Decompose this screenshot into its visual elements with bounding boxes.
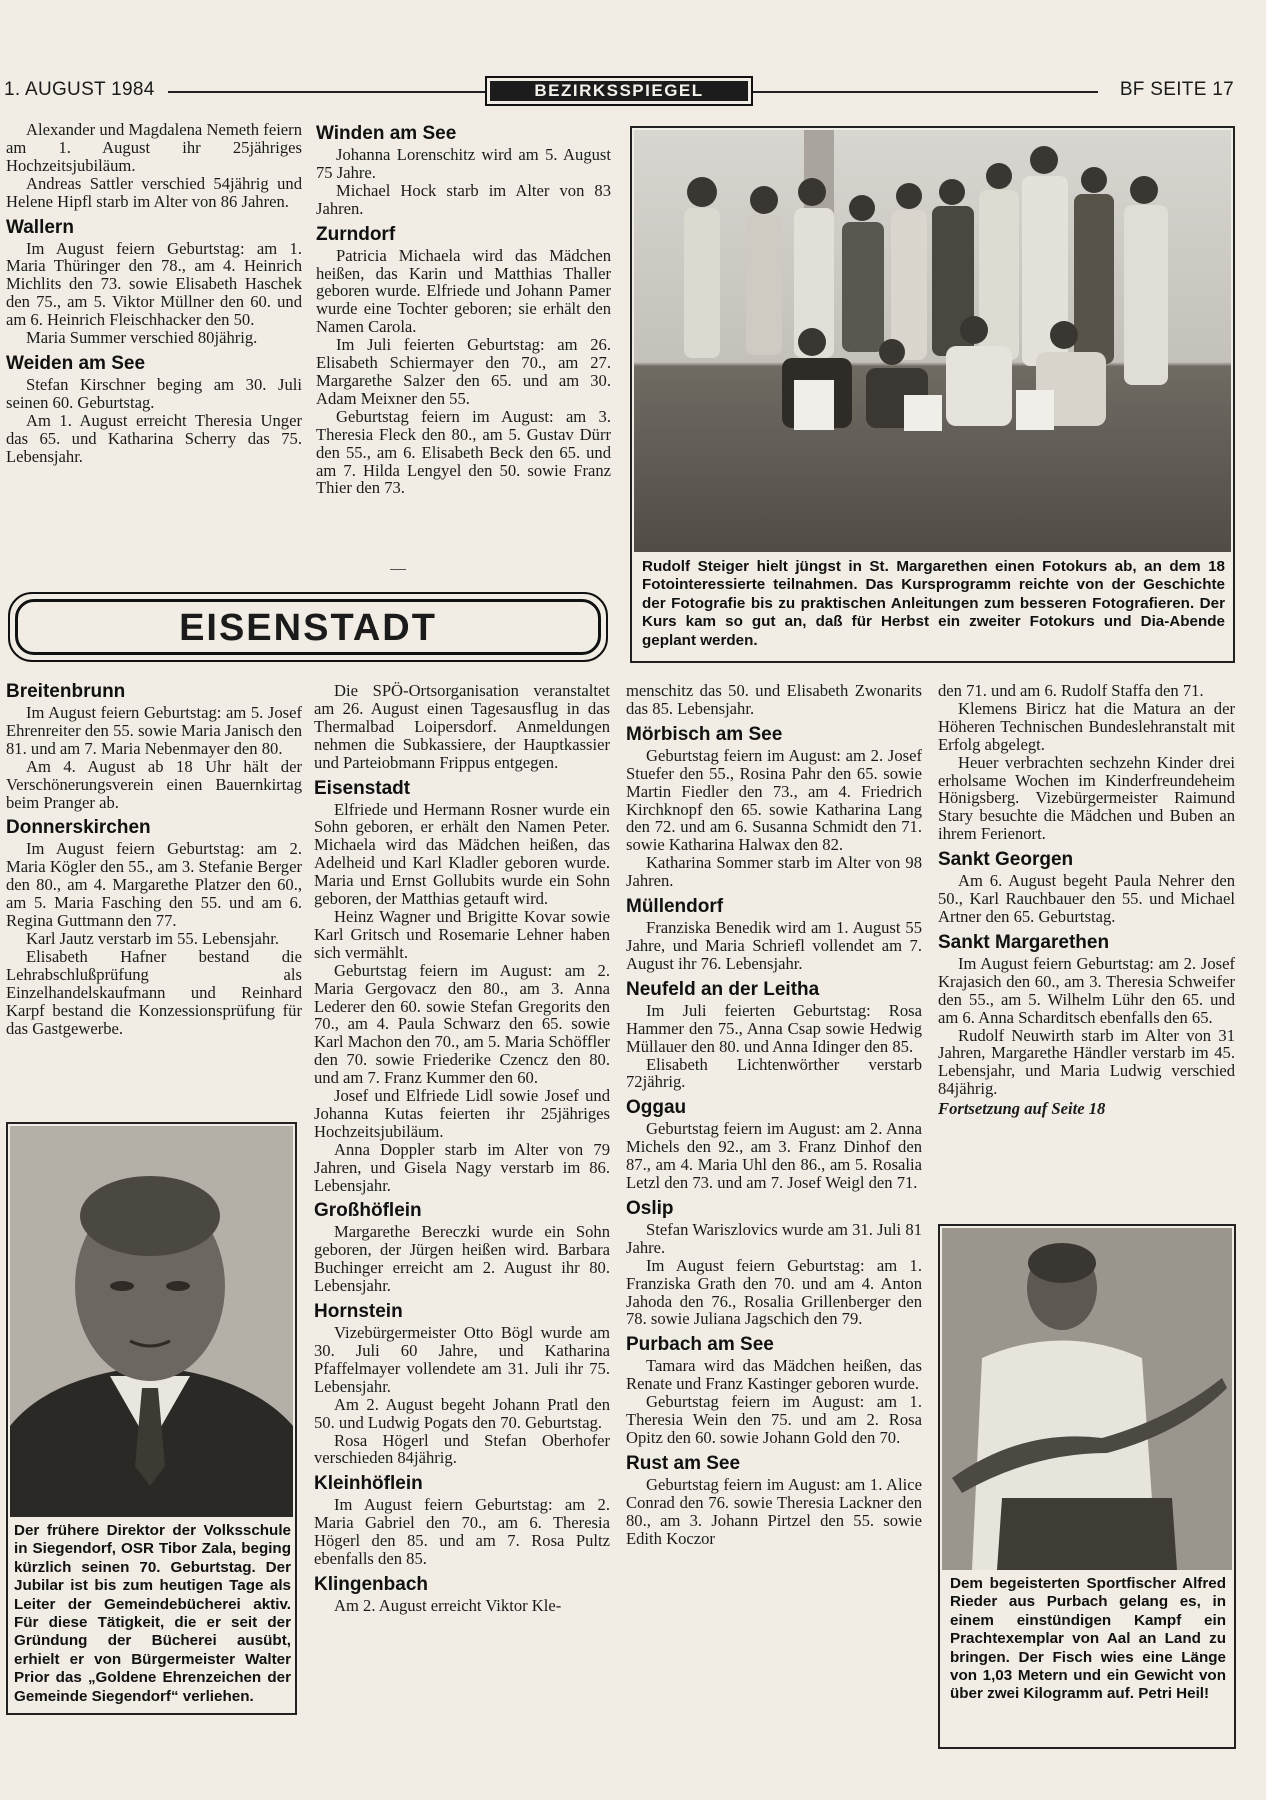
article-paragraph: den 71. und am 6. Rudolf Staffa den 71. bbox=[938, 681, 1204, 700]
section-heading: Sankt Margarethen bbox=[938, 931, 1110, 953]
region-banner-title: EISENSTADT bbox=[15, 599, 601, 655]
group-photo-caption: Rudolf Steiger hielt jüngst in St. Margarethen einen Fotokurs ab, an dem 18 Fotointeressierte teilnahmen. Das Kursprogramm reichte von der Geschichte der Fotografie bis zu praktischen Anleitungen zum besseren Fotografieren. Der Kurs kam so gut an, daß für Herbst ein zweiter Fotokurs und Dia-Abende geplant werden. bbox=[642, 558, 1225, 649]
section-heading: Mörbisch am See bbox=[626, 723, 783, 745]
section-heading: Purbach am See bbox=[626, 1334, 774, 1356]
article-paragraph: Anna Doppler starb im Alter von 79 Jahren, und Gisela Nagy verstarb im 86. Lebensjahr. bbox=[314, 1139, 610, 1195]
article-paragraph: Im August feiern Geburtstag: am 2. Josef Krajasich den 60., am 3. Theresia Schweifer den 55., am 5. Wilhelm Lühr den 65. und am 6. Anna Scharditsch ebenfalls den 65. bbox=[938, 953, 1235, 1027]
article-paragraph: Alexander und Magdalena Nemeth feiern am 1. August ihr 25jähriges Hochzeitsjubiläum. bbox=[6, 120, 302, 175]
article-paragraph: Stefan Kirschner beging am 30. Juli seinen 60. Geburtstag. bbox=[6, 374, 302, 412]
article-paragraph: Am 6. August begeht Paula Nehrer den 50., Karl Rauchbauer den 55. und Michael Artner den 65. Geburtstag. bbox=[938, 871, 1235, 926]
article-paragraph: Heinz Wagner und Brigitte Kovar sowie Karl Gritsch und Rosemarie Lehner haben sich vermählt. bbox=[314, 906, 610, 962]
portrait-photo-box bbox=[6, 1122, 297, 1715]
section-heading: Breitenbrunn bbox=[6, 681, 126, 702]
section-label-box bbox=[485, 76, 753, 106]
article-paragraph: Katharina Sommer starb im Alter von 98 Jahren. bbox=[626, 853, 922, 891]
article-paragraph: Heuer verbrachten sechzehn Kinder drei erholsame Wochen im Kinderfreundeheim Hönigsberg. Vizebürgermeister Raimund Stary besuchte die Mädchen und Buben an ihrem Ferienort. bbox=[938, 752, 1235, 844]
article-paragraph: Tamara wird das Mädchen heißen, das Renate und Franz Kastinger geboren wurde. bbox=[626, 1356, 922, 1394]
article-paragraph: Geburtstag feiern im August: am 3. Theresia Fleck den 80., am 5. Gustav Dürr den 55., am 6. Elisabeth Beck den 65. und am 7. Hilda Lengyel den 50. sowie Franz Thier den 73. bbox=[316, 406, 611, 498]
section-heading: Winden am See bbox=[316, 123, 457, 144]
article-paragraph: Maria Summer verschied 80jährig. bbox=[26, 328, 258, 348]
column-end-mark bbox=[390, 569, 406, 570]
column-top-2 bbox=[316, 122, 611, 497]
article-paragraph: Im August feiern Geburtstag: am 2. Maria Kögler den 55., am 3. Stefanie Berger den 80., am 4. Margarethe Platzer den 60., am 5. Maria Fasching den 55. und am 6. Regina Guttmann den 77. bbox=[6, 839, 302, 931]
article-paragraph: Im August feiern Geburtstag: am 1. Maria Thüringer den 78., am 4. Heinrich Michlits den 73. sowie Elisabeth Haschek den 75., am 5. Viktor Müllner den 60. und am 6. Heinrich Fleischhacker den 50. bbox=[6, 238, 302, 330]
portrait-photo-caption: Der frühere Direktor der Volksschule in Siegendorf, OSR Tibor Zala, beging kürzlich seinen 70. Geburtstag. Der Jubilar ist bis zum heutigen Tage als Leiter der Gemeindebücherei aktiv. Für diese Tätigkeit, die er seit der Gründung der Bücherei ausübt, erhielt er von Bürgermeister Walter Prior das „Goldene Ehrenzeichen der Gemeinde Siegendorf“ verliehen. bbox=[14, 1522, 291, 1705]
article-paragraph: Geburtstag feiern im August: am 2. Josef Stuefer den 55., Rosina Pahr den 65. sowie Martin Fiedler den 73., am 4. Friedrich Kirchknopf den 65. sowie Katharina Lang den 72. und am 6. Susanna Schmidt den 71. sowie Katharina Halwax den 82. bbox=[626, 745, 922, 855]
article-paragraph: Geburtstag feiern im August: am 2. Maria Gergovacz den 80., am 3. Anna Lederer den 60. sowie Stefan Gregorits den 70., am 4. Paula Schwarz den 65. sowie Karl Machon den 70., am 5. Maria Schöffler den 70. sowie Friederike Czencz den 80. und am 7. Franz Kummer den 60. bbox=[314, 960, 610, 1088]
article-paragraph: Elisabeth Hafner bestand die Lehrabschlußprüfung als Einzelhandelskaufmann und Reinhard Karpf bestand die Konzessionsprüfung für das Gastgewerbe. bbox=[6, 946, 302, 1038]
page-header bbox=[0, 76, 1266, 106]
article-paragraph: Vizebürgermeister Otto Bögl wurde am 30. Juli 60 Jahre, und Katharina Pfaffelmayer vollendete am 31. Juli ihr 75. Lebensjahr. bbox=[314, 1323, 610, 1396]
portrait-photo-image bbox=[10, 1126, 293, 1517]
page-number: BF SEITE 17 bbox=[1119, 79, 1234, 100]
article-paragraph: Im Juli feierten Geburtstag: Rosa Hammer den 75., Anna Csap sowie Hedwig Müllauer den 80. und Anna Idinger den 85. bbox=[626, 1000, 922, 1056]
article-paragraph: Geburtstag feiern im August: am 1. Theresia Wein den 75. und am 2. Rosa Opitz den 60. sowie Johann Gold den 70. bbox=[626, 1392, 922, 1447]
section-heading: Wallern bbox=[6, 216, 74, 238]
column-bottom-4 bbox=[938, 682, 1235, 1118]
article-paragraph: Elfriede und Hermann Rosner wurde ein Sohn geboren, er erhält den Namen Peter. Michaela wird das Mädchen heißen, das Adelheid und Karl Kladler geboren wurde. Maria und Ernst Gollubits wurde ein Sohn geboren, der Matthias getauft wird. bbox=[314, 799, 610, 909]
section-heading: Kleinhöflein bbox=[314, 1473, 423, 1495]
article-paragraph: Andreas Sattler verschied 54jährig und Helene Hipfl starb im Alter von 86 Jahren. bbox=[6, 173, 302, 211]
header-rule-right bbox=[753, 91, 1098, 93]
group-photo bbox=[634, 130, 1231, 552]
column-bottom-3 bbox=[626, 682, 922, 1548]
fisher-photo-caption: Dem begeisterten Sportfischer Alfred Rieder aus Purbach gelang es, in einem einstündigen Kampf ein Prachtexemplar von Aal an Land zu bringen. Der Fisch wies eine Länge von 1,03 Metern und ein Gewicht von über zwei Kilogramm auf. Petri Heil! bbox=[950, 1575, 1226, 1703]
article-paragraph: Geburtstag feiern im August: am 2. Anna Michels den 92., am 3. Franz Dinhof den 87., am 4. Maria Uhl den 86., am 5. Rosalia Letzl den 73. und am 7. Josef Weigl den 71. bbox=[626, 1119, 922, 1193]
article-paragraph: Am 1. August erreicht Theresia Unger das 65. und Katharina Scherry das 75. Lebensjahr. bbox=[6, 410, 302, 466]
article-paragraph: Am 4. August ab 18 Uhr hält der Verschönerungsverein einen Bauernkirtag beim Pranger ab. bbox=[6, 756, 302, 812]
region-banner bbox=[8, 592, 608, 662]
section-heading: Müllendorf bbox=[626, 896, 724, 918]
issue-date: 1. AUGUST 1984 bbox=[4, 79, 155, 100]
column-bottom-2 bbox=[314, 682, 610, 1615]
article-paragraph: Josef und Elfriede Lidl sowie Josef und Johanna Kutas feierten ihr 25jähriges Hochzeitsjubiläum. bbox=[314, 1086, 610, 1141]
section-heading: Hornstein bbox=[314, 1301, 403, 1323]
fisher-photo bbox=[942, 1228, 1232, 1570]
article-paragraph: Johanna Lorenschitz wird am 5. August 75 Jahre. bbox=[316, 145, 611, 182]
section-heading: Zurndorf bbox=[316, 223, 396, 245]
article-paragraph: Klemens Biricz hat die Matura an der Höheren Technischen Bundeslehranstalt mit Erfolg abgelegt. bbox=[938, 698, 1235, 754]
continuation-note: Fortsetzung auf Seite 18 bbox=[938, 1099, 1106, 1119]
header-rule-left bbox=[168, 91, 485, 93]
section-heading: Oslip bbox=[626, 1197, 674, 1219]
portrait-photo bbox=[10, 1126, 293, 1517]
fisher-photo-box bbox=[938, 1224, 1236, 1749]
group-photo-box bbox=[630, 126, 1235, 663]
article-paragraph: Karl Jautz verstarb im 55. Lebensjahr. bbox=[26, 928, 279, 948]
section-heading: Neufeld an der Leitha bbox=[626, 978, 820, 1000]
section-heading: Sankt Georgen bbox=[938, 849, 1074, 871]
article-paragraph: Rosa Högerl und Stefan Oberhofer verschieden 84jährig. bbox=[314, 1430, 610, 1468]
article-paragraph: menschitz das 50. und Elisabeth Zwonarits das 85. Lebensjahr. bbox=[626, 681, 922, 718]
section-heading: Klingenbach bbox=[314, 1573, 429, 1595]
article-paragraph: Rudolf Neuwirth starb im Alter von 31 Jahren, Margarethe Händler verstarb im 45. Lebensjahr, und Maria Ludwig verschied 84jährig. bbox=[938, 1025, 1235, 1099]
section-heading: Weiden am See bbox=[6, 352, 146, 374]
article-paragraph: Franziska Benedik wird am 1. August 55 Jahre, und Maria Schriefl vollendet am 7. August ihr 76. Lebensjahr. bbox=[626, 918, 922, 973]
article-paragraph: Im Juli feierten Geburtstag: am 26. Elisabeth Schiermayer den 70., am 27. Margarethe Salzer den 65. und am 30. Adam Meixner den 55. bbox=[316, 335, 611, 408]
article-paragraph: Elisabeth Lichtenwörther verstarb 72jährig. bbox=[626, 1054, 922, 1092]
section-label: BEZIRKSSPIEGEL bbox=[490, 81, 748, 101]
section-heading: Oggau bbox=[626, 1097, 687, 1119]
article-paragraph: Die SPÖ-Ortsorganisation veranstaltet am 26. August einen Tagesausflug in das Thermalbad Loipersdorf. Anmeldungen nehmen die Subkassiere, der Hauptkassier und Parteiobmann Frippus entgegen. bbox=[314, 681, 610, 772]
article-paragraph: Am 2. August begeht Johann Pratl den 50. und Ludwig Pogats den 70. Geburtstag. bbox=[314, 1394, 610, 1432]
article-paragraph: Im August feiern Geburtstag: am 5. Josef Ehrenreiter den 55. sowie Maria Janisch den 81. und am 7. Maria Nebenmayer den 80. bbox=[6, 703, 302, 758]
column-top-1 bbox=[6, 121, 302, 466]
column-bottom-1 bbox=[6, 680, 302, 1037]
article-paragraph: Im August feiern Geburtstag: am 2. Maria Gabriel den 70., am 6. Theresia Högerl den 85. und am 7. Rosa Pultz ebenfalls den 85. bbox=[314, 1495, 610, 1569]
section-heading: Großhöflein bbox=[314, 1200, 422, 1222]
article-paragraph: Margarethe Bereczki wurde ein Sohn geboren, der Jürgen heißen wird. Barbara Buchinger erreicht am 2. August ihr 80. Lebensjahr. bbox=[314, 1222, 610, 1296]
section-heading: Eisenstadt bbox=[314, 777, 411, 799]
article-paragraph: Michael Hock starb im Alter von 83 Jahren. bbox=[316, 180, 611, 218]
article-paragraph: Im August feiern Geburtstag: am 1. Franziska Grath den 70. und am 4. Anton Jahoda den 76., Rosalia Grillenberger den 78. sowie Juliana Jagschich den 79. bbox=[626, 1255, 922, 1329]
article-paragraph: Patricia Michaela wird das Mädchen heißen, das Karin und Matthias Thaller geboren wurde. Elfriede und Johann Pamer wurde eine Tochter geboren; sie erhält den Namen Carola. bbox=[316, 245, 611, 337]
article-paragraph: Am 2. August erreicht Viktor Kle- bbox=[334, 1595, 562, 1615]
group-photo-image bbox=[634, 130, 1231, 552]
article-paragraph: Geburtstag feiern im August: am 1. Alice Conrad den 76. sowie Theresia Lackner den 80., am 3. Johann Pirtzel den 55. sowie Edith Koczor bbox=[626, 1474, 922, 1548]
article-paragraph: Stefan Wariszlovics wurde am 31. Juli 81 Jahre. bbox=[626, 1219, 922, 1257]
section-heading: Donnerskirchen bbox=[6, 817, 151, 839]
section-heading: Rust am See bbox=[626, 1452, 741, 1474]
fisher-photo-image bbox=[942, 1228, 1232, 1570]
